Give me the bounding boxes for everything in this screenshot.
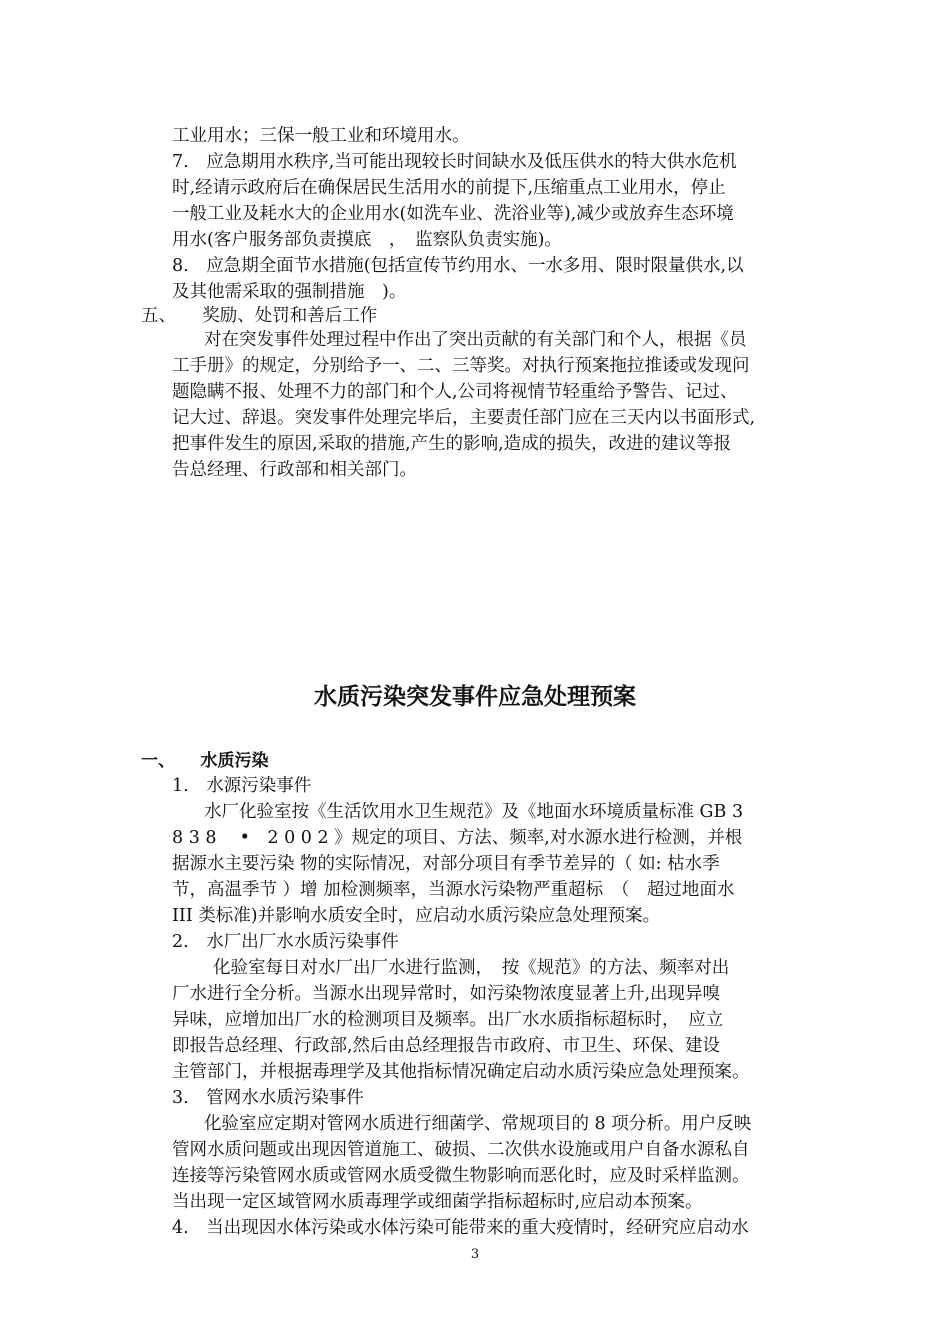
- paragraph-line: 记大过、辞退。突发事件处理完毕后，主要责任部门应在三天内以书面形式,: [172, 408, 756, 428]
- text-line: 及其他需采取的强制措施 )。: [172, 282, 407, 302]
- text-line: 用水(客户服务部负责摸底 ， 监察队负责实施)。: [172, 230, 562, 250]
- paragraph-line: 节，高温季节 ）增 加检测频率，当源水污染物严重超标 （ 超过地面水: [172, 880, 735, 900]
- paragraph-line: 工手册》的规定，分别给予一、二、三等奖。对执行预案拖拉推诿或发现问: [172, 356, 750, 376]
- text-line: 一般工业及耗水大的企业用水(如洗车业、洗浴业等),减少或放弃生态环境: [172, 204, 734, 224]
- paragraph-line: 8 3 8 • 2 0 0 2 》规定的项目、方法、频率,对水源水进行检测，并根: [172, 828, 743, 848]
- text-line: 工业用水；三保一般工业和环境用水。: [172, 126, 470, 146]
- section-heading-5: 五、 奖励、处罚和善后工作: [141, 306, 378, 326]
- paragraph-line: 把事件发生的原因,采取的措施,产生的影响,造成的损失，改进的建议等报: [172, 434, 732, 454]
- document-title: 水质污染突发事件应急处理预案: [314, 684, 636, 710]
- section-heading-1: 一、 水质污染: [141, 751, 269, 771]
- page-number: 3: [470, 1247, 480, 1262]
- subheading-4: 4. 当出现因水体污染或水体污染可能带来的重大疫情时，经研究应启动水: [172, 1218, 749, 1238]
- text-line: 时,经请示政府后在确保居民生活用水的前提下,压缩重点工业用水，停止: [172, 178, 726, 198]
- list-item-8: 8. 应急期全面节水措施(包括宣传节约用水、一水多用、限时限量供水,以: [172, 256, 744, 276]
- paragraph-line: 对在突发事件处理过程中作出了突出贡献的有关部门和个人，根据《员: [204, 330, 747, 350]
- paragraph-line: 即报告总经理、行政部,然后由总经理报告市政府、市卫生、环保、建设: [172, 1036, 721, 1056]
- paragraph-line: 题隐瞒不报、处理不力的部门和个人,公司将视情节轻重给予警告、记过、: [172, 382, 738, 402]
- paragraph-line: 异味，应增加出厂水的检测项目及频率。出厂水水质指标超标时， 应立: [172, 1010, 724, 1030]
- paragraph-line: III 类标准)并影响水质安全时，应启动水质污染应急处理预案。: [172, 906, 661, 926]
- paragraph-line: 连接等污染管网水质或管网水质受微生物影响而恶化时，应及时采样监测。: [172, 1166, 750, 1186]
- subheading-1: 1. 水源污染事件: [172, 776, 312, 796]
- paragraph-line: 管网水质问题或出现因管道施工、破损、二次供水设施或用户自备水源私自: [172, 1140, 750, 1160]
- paragraph-line: 厂水进行全分析。当源水出现异常时，如污染物浓度显著上升,出现异嗅: [172, 984, 721, 1004]
- paragraph-line: 化验室每日对水厂出厂水进行监测， 按《规范》的方法、频率对出: [213, 958, 730, 978]
- paragraph-line: 水厂化验室按《生活饮用水卫生规范》及《地面水环境质量标准 GB 3: [204, 802, 744, 822]
- paragraph-line: 当出现一定区域管网水质毒理学或细菌学指标超标时,应启动本预案。: [172, 1192, 703, 1212]
- list-item-7: 7. 应急期用水秩序,当可能出现较长时间缺水及低压供水的特大供水危机: [172, 152, 737, 172]
- paragraph-line: 主管部门，并根据毒理学及其他指标情况确定启动水质污染应急处理预案。: [172, 1062, 750, 1082]
- paragraph-line: 据源水主要污染 物的实际情况，对部分项目有季节差异的（ 如: 枯水季: [172, 854, 720, 874]
- subheading-3: 3. 管网水水质污染事件: [172, 1088, 364, 1108]
- paragraph-line: 告总经理、行政部和相关部门。: [172, 460, 417, 480]
- subheading-2: 2. 水厂出厂水水质污染事件: [172, 932, 399, 952]
- paragraph-line: 化验室应定期对管网水质进行细菌学、常规项目的 8 项分析。用户反映: [204, 1114, 752, 1134]
